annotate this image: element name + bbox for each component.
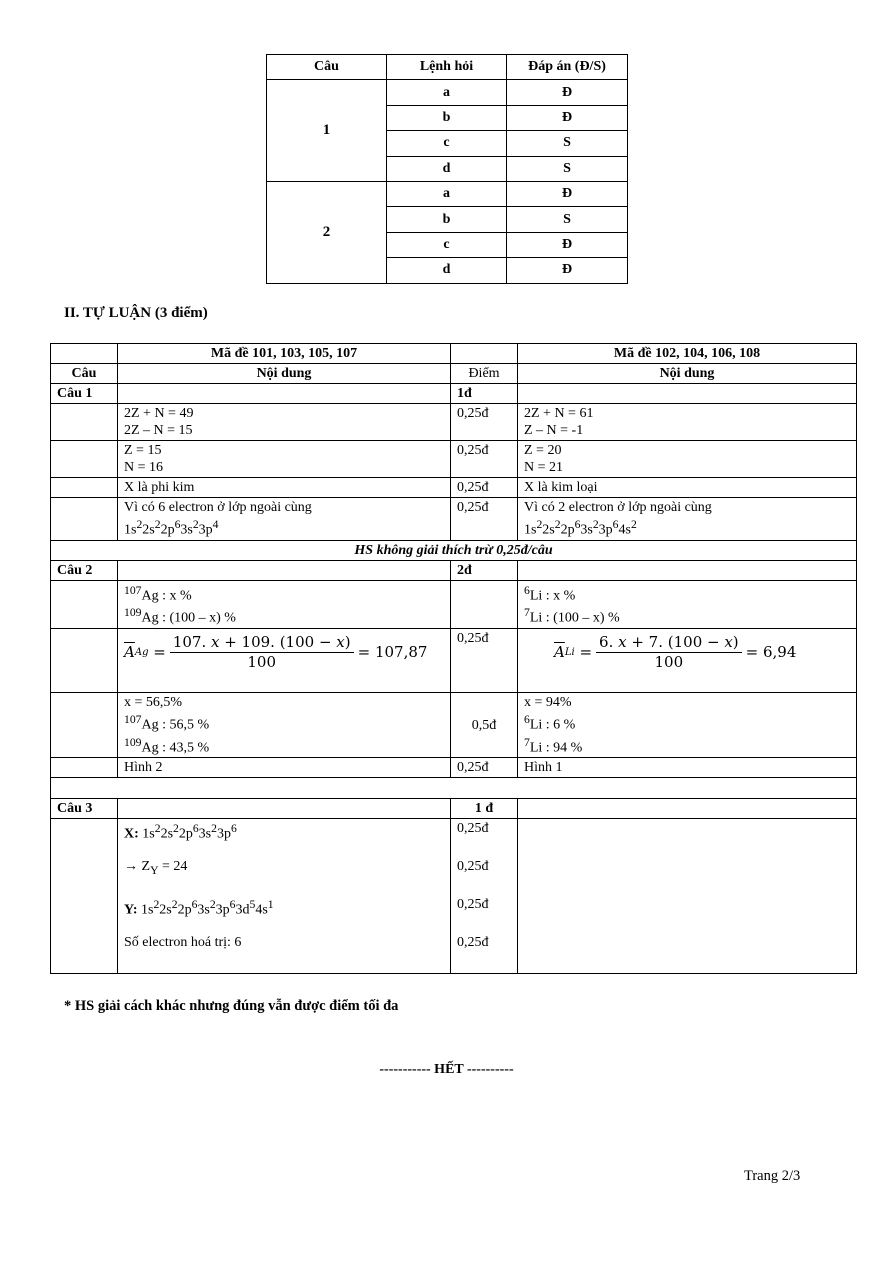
table-row [51, 580, 857, 628]
col-question-header: Câu [51, 364, 118, 384]
score: 0,25đ [451, 441, 518, 478]
true-false-answer-table [266, 54, 628, 284]
table-row [51, 384, 857, 404]
tf-header-question: Câu [267, 55, 387, 80]
answer-content-a: $^{107}$Ag : x % $^{109}$Ag : (100 – x) % [118, 580, 451, 628]
col-content-b-header: Nội dung [518, 364, 857, 384]
table-row [51, 758, 857, 778]
question-total-score: 2đ [451, 560, 518, 580]
answer-content-b: 2Z + N = 61 Z – N = -1 [518, 404, 857, 441]
footnote: * HS giải cách khác nhưng đúng vẫn được điểm tối đa [64, 998, 399, 1014]
answer-content-b: Hình 1 [518, 758, 857, 778]
tf-answer: Đ [507, 181, 628, 206]
table-row [51, 478, 857, 498]
score: 0,25đ [451, 498, 518, 541]
tf-item: d [387, 156, 507, 181]
tf-item: c [387, 131, 507, 156]
essay-answer-table [50, 343, 857, 974]
answer-content-a: x = 56,5% $^{107}$Ag : 56,5 % $^{109}$Ag : 43,5 % [118, 692, 451, 757]
tf-item: b [387, 207, 507, 232]
average-mass-formula-a: $\overline{A}$ Ag = $\frac{\text{107. 𝑥 + 109. (100 − 𝑥)}}{100}$ = 107,87 [118, 628, 451, 692]
exam-code-a: Mã đề 101, 103, 105, 107 [118, 344, 451, 364]
exam-code-b: Mã đề 102, 104, 106, 108 [518, 344, 857, 364]
question-total-score: 1 đ [451, 799, 518, 819]
question-total-score: 1đ [451, 384, 518, 404]
question-label: Câu 1 [51, 384, 118, 404]
tf-header-item: Lệnh hỏi [387, 55, 507, 80]
table-row [51, 778, 857, 799]
tf-answer: Đ [507, 258, 628, 283]
table-row [51, 498, 857, 541]
score: 0,25đ [451, 478, 518, 498]
question-label: Câu 3 [51, 799, 118, 819]
answer-content-b: X là kim loại [518, 478, 857, 498]
table-row [51, 799, 857, 819]
table-row [51, 628, 857, 692]
average-mass-formula-b: $\overline{A}$ Li = $\frac{\text{6. 𝑥 + 7. (100 − 𝑥)}}{100}$ = 6,94 [518, 628, 857, 692]
tf-header-answer: Đáp án (Đ/S) [507, 55, 628, 80]
answer-content-b: Vì có 2 electron ở lớp ngoài cùng $1s^22s^22p^63s^23p^64s^2$ [518, 498, 857, 541]
table-row [51, 540, 857, 560]
score: 0,25đ [451, 758, 518, 778]
tf-header-row [267, 55, 628, 80]
answer-content-b: $^6$Li : x % $^7$Li : (100 – x) % [518, 580, 857, 628]
answer-content-a: X là phi kim [118, 478, 451, 498]
score: 0,5đ [451, 692, 518, 757]
tf-item: d [387, 258, 507, 283]
answer-content-a: 2Z + N = 49 2Z – N = 15 [118, 404, 451, 441]
answer-content-b: Z = 20 N = 21 [518, 441, 857, 478]
table-row [51, 404, 857, 441]
col-content-header: Nội dung [118, 364, 451, 384]
score: 0,25đ [451, 628, 518, 692]
section-title: II. TỰ LUẬN (3 điểm) [64, 305, 208, 321]
tf-answer: S [507, 207, 628, 232]
answer-content-a: Z = 15 N = 16 [118, 441, 451, 478]
table-row [51, 560, 857, 580]
table-row [51, 364, 857, 384]
table-row [267, 80, 628, 105]
table-row [267, 181, 628, 206]
page-number: Trang 2/3 [744, 1168, 801, 1184]
col-score-header: Điểm [451, 364, 518, 384]
tf-answer: Đ [507, 80, 628, 105]
tf-answer: Đ [507, 105, 628, 130]
tf-question-number: 2 [267, 181, 387, 283]
tf-item: a [387, 80, 507, 105]
tf-item: b [387, 105, 507, 130]
tf-item: a [387, 181, 507, 206]
score-column: 0,25đ 0,25đ 0,25đ 0,25đ [451, 819, 518, 974]
table-row [51, 344, 857, 364]
answer-content-a: Vì có 6 electron ở lớp ngoài cùng $1s^22s^22p^63s^23p^4$ [118, 498, 451, 541]
tf-answer: S [507, 156, 628, 181]
table-row [51, 692, 857, 757]
tf-answer: S [507, 131, 628, 156]
spacer-row [51, 778, 857, 799]
tf-item: c [387, 232, 507, 257]
tf-question-number: 1 [267, 80, 387, 182]
score: 0,25đ [451, 404, 518, 441]
tf-answer: Đ [507, 232, 628, 257]
end-mark: ----------- HẾT ---------- [379, 1062, 514, 1077]
answer-content-a: X: $1s^22s^22p^63s^23p^6$ → $Z_Y = 24$ Y: $1s^22s^22p^63s^23p^63d^54s^1$ Số electron hoá trị: 6 [118, 819, 451, 974]
table-row [51, 819, 857, 974]
answer-content-a: Hình 2 [118, 758, 451, 778]
question-label: Câu 2 [51, 560, 118, 580]
table-row [51, 441, 857, 478]
answer-content-b: x = 94% $^6$Li : 6 % $^7$Li : 94 % [518, 692, 857, 757]
grading-note: HS không giải thích trừ 0,25đ/câu [51, 540, 857, 560]
